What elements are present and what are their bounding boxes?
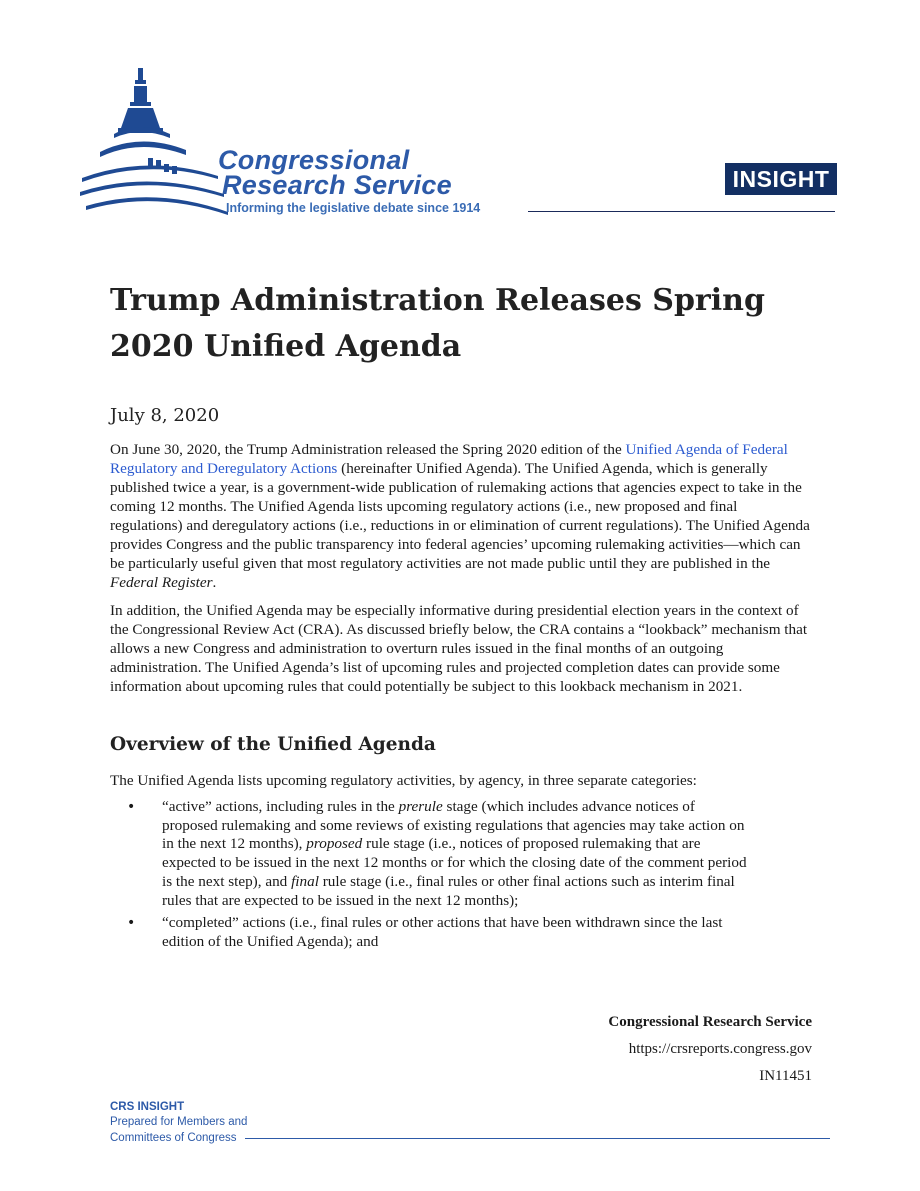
footer-committees: Committees of Congress: [110, 1132, 237, 1144]
para1-text-start: On June 30, 2020, the Trump Administration released the Spring 2020 edition of the: [110, 441, 626, 458]
bullet1-text: rule stage (i.e., notices of proposed rulemaking that are expected to be issued in the next 12 months or for which the closing date of the comment period is the next step), and: [162, 835, 747, 890]
page-title: Trump Administration Releases Spring 2020 Unified Agenda: [110, 283, 765, 364]
paragraph-intro: [110, 440, 812, 592]
para1-text-middle: (hereinafter Unified Agenda). The Unified Agenda, which is generally published twice a year, is a government-wide publication of rulemaking actions that agencies expect to take in the coming 12 months. The Unified Agenda lists upcoming regulatory actions (i.e., new proposed and final regulations) and deregulatory actions (i.e., reductions in or elimination of current regulations). The Unified Agenda provides Congress and the public transparency into federal agencies’ upcoming rulemaking activities—which can be particularly useful given that most regulatory activities are not made public until they are published in the: [110, 460, 810, 572]
bullet1-text: stage (which includes advance notices of proposed rulemaking and some reviews of existing regulations that agencies may take action on in the next 12 months),: [162, 798, 745, 853]
insight-badge: INSIGHT: [725, 163, 837, 195]
section-intro: The Unified Agenda lists upcoming regulatory activities, by agency, in three separate categories:: [110, 772, 697, 789]
prerule-italic: prerule: [398, 798, 443, 815]
org-name-line2: Research Service: [222, 170, 452, 200]
org-name-line1: Congressional: [218, 145, 410, 175]
org-tagline: Informing the legislative debate since 1914: [226, 201, 481, 215]
bullet-icon: •: [127, 915, 136, 932]
final-italic: final: [291, 872, 319, 890]
section-heading: Overview of the Unified Agenda: [110, 734, 436, 755]
list-item: [110, 798, 750, 910]
federal-register-italic: Federal Register: [110, 574, 213, 591]
footer-divider: [245, 1138, 830, 1139]
bullet-icon: •: [127, 799, 136, 815]
bullet2-text: “completed” actions (i.e., final rules or other actions that have been withdrawn since the last edition of the Unified Agenda); and: [162, 914, 723, 950]
paragraph-cra: In addition, the Unified Agenda may be especially informative during presidential election years in the context of the Congressional Review Act (CRA). As discussed briefly below, the CRA contains a “lookback” mechanism that allows a new Congress and administration to overturn rules issued in the final months of an outgoing administration. The Unified Agenda’s list of upcoming rules and projected completion dates can provide some information about upcoming rules that could potentially be subject to this lookback mechanism in 2021.: [110, 602, 808, 695]
category-list: [110, 798, 750, 956]
publication-date: July 8, 2020: [110, 405, 220, 426]
report-id: IN11451: [759, 1068, 812, 1084]
header-divider: [528, 211, 835, 212]
footer-url[interactable]: https://crsreports.congress.gov: [628, 1041, 812, 1057]
capitol-dome-icon: [78, 66, 228, 218]
unified-agenda-link[interactable]: Unified Agenda of Federal Regulatory and Deregulatory Actions: [110, 441, 788, 477]
footer-prepared-for: Prepared for Members and: [110, 1116, 248, 1128]
footer-org-name: Congressional Research Service: [608, 1014, 812, 1030]
footer-crs-insight: CRS INSIGHT: [110, 1101, 185, 1113]
bullet1-text: “active” actions, including rules in the: [162, 798, 399, 815]
proposed-italic: proposed: [306, 835, 363, 853]
list-item: [110, 914, 750, 951]
bullet1-text: rule stage (i.e., final rules or other final actions such as interim final rules that are expected to be issued in the next 12 months);: [162, 872, 735, 909]
para1-text-end: .: [212, 574, 217, 591]
